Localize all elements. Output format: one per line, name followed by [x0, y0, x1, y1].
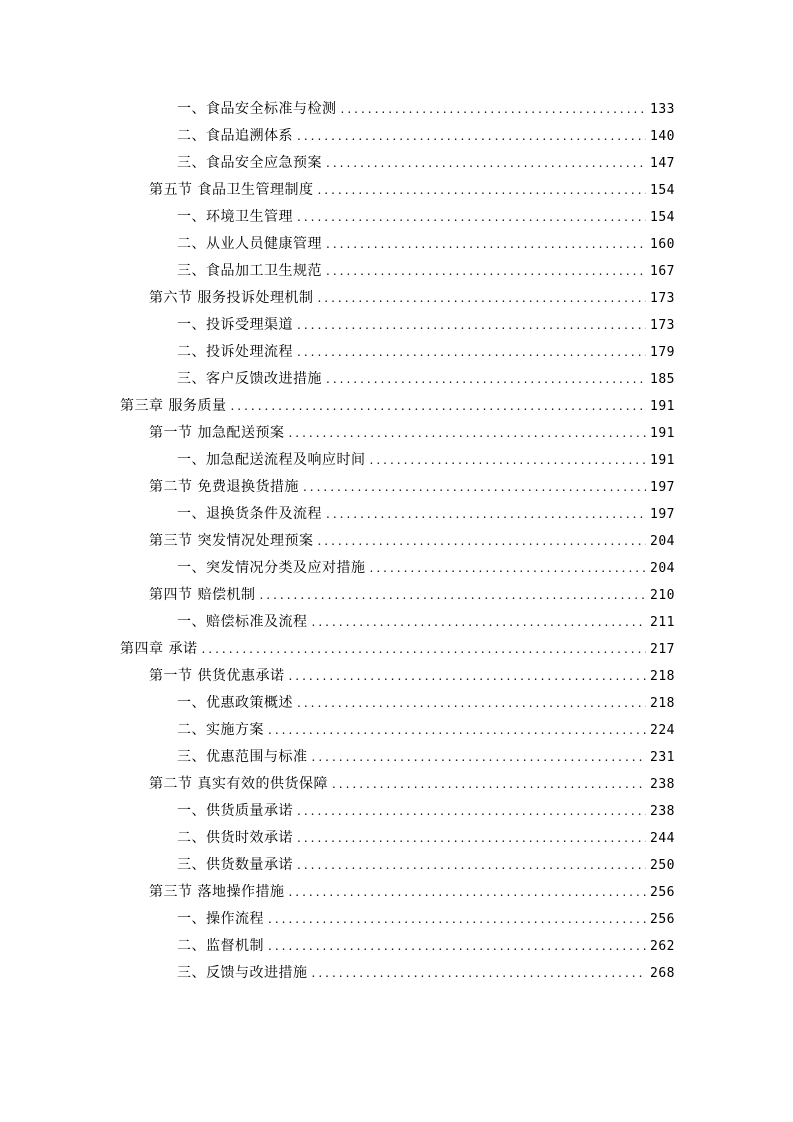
toc-dot-leader: [268, 933, 646, 960]
toc-entry[interactable]: [0, 150, 793, 177]
toc-dot-leader: [297, 312, 646, 339]
toc-dot-leader: [317, 528, 646, 555]
toc-section-entry[interactable]: [0, 879, 793, 906]
toc-entry[interactable]: [0, 690, 793, 717]
toc-entry-title: 第五节 食品卫生管理制度: [149, 182, 314, 198]
toc-dot-leader: [326, 258, 646, 285]
toc-dot-leader: [332, 771, 646, 798]
toc-entry-title: 第三节 落地操作措施: [149, 884, 285, 900]
toc-entry-title: 二、食品追溯体系: [177, 128, 293, 144]
toc-entry[interactable]: [0, 555, 793, 582]
toc-dot-leader: [312, 960, 647, 987]
table-of-contents: [0, 96, 793, 987]
toc-entry-title: 第六节 服务投诉处理机制: [149, 290, 314, 306]
toc-page-number: 204: [650, 561, 675, 576]
toc-entry-title: 第一节 加急配送预案: [149, 425, 285, 441]
toc-dot-leader: [317, 177, 646, 204]
toc-entry-title: 第二节 免费退换货措施: [149, 479, 299, 495]
toc-page-number: 217: [650, 642, 675, 657]
toc-page-number: 256: [650, 885, 675, 900]
toc-dot-leader: [297, 339, 646, 366]
toc-dot-leader: [312, 744, 647, 771]
toc-entry-title: 一、退换货条件及流程: [177, 506, 322, 522]
toc-entry-title: 三、食品安全应急预案: [177, 155, 322, 171]
toc-entry[interactable]: [0, 96, 793, 123]
toc-entry-title: 一、优惠政策概述: [177, 695, 293, 711]
toc-dot-leader: [326, 366, 646, 393]
toc-page-number: 210: [650, 588, 675, 603]
toc-entry-title: 二、监督机制: [177, 938, 264, 954]
toc-entry-title: 第四节 赔偿机制: [149, 587, 256, 603]
toc-entry-title: 二、投诉处理流程: [177, 344, 293, 360]
toc-entry[interactable]: [0, 933, 793, 960]
toc-page-number: 238: [650, 804, 675, 819]
toc-entry[interactable]: [0, 825, 793, 852]
toc-section-entry[interactable]: [0, 771, 793, 798]
toc-page-number: 154: [650, 210, 675, 225]
toc-page-number: 154: [650, 183, 675, 198]
toc-dot-leader: [370, 447, 647, 474]
toc-entry-title: 三、供货数量承诺: [177, 857, 293, 873]
toc-entry[interactable]: [0, 744, 793, 771]
toc-dot-leader: [341, 96, 647, 123]
toc-entry-title: 二、从业人员健康管理: [177, 236, 322, 252]
toc-entry-title: 一、投诉受理渠道: [177, 317, 293, 333]
toc-entry[interactable]: [0, 798, 793, 825]
toc-dot-leader: [297, 123, 646, 150]
toc-dot-leader: [201, 636, 646, 663]
toc-entry[interactable]: [0, 204, 793, 231]
toc-dot-leader: [297, 852, 646, 879]
toc-entry[interactable]: [0, 960, 793, 987]
toc-page-number: 185: [650, 372, 675, 387]
toc-entry[interactable]: [0, 609, 793, 636]
toc-dot-leader: [268, 717, 646, 744]
toc-section-entry[interactable]: [0, 582, 793, 609]
toc-page-number: 211: [650, 615, 675, 630]
toc-dot-leader: [230, 393, 646, 420]
toc-dot-leader: [326, 501, 646, 528]
toc-entry[interactable]: [0, 852, 793, 879]
toc-page-number: 262: [650, 939, 675, 954]
toc-entry-title: 第二节 真实有效的供货保障: [149, 776, 328, 792]
toc-dot-leader: [268, 906, 646, 933]
toc-entry[interactable]: [0, 906, 793, 933]
toc-page-number: 173: [650, 318, 675, 333]
toc-section-entry[interactable]: [0, 420, 793, 447]
toc-page-number: 191: [650, 399, 675, 414]
toc-entry-title: 一、赔偿标准及流程: [177, 614, 308, 630]
toc-entry[interactable]: [0, 258, 793, 285]
toc-entry-title: 第一节 供货优惠承诺: [149, 668, 285, 684]
toc-entry-title: 第三章 服务质量: [120, 398, 227, 414]
toc-page-number: 256: [650, 912, 675, 927]
toc-chapter-entry[interactable]: [0, 393, 793, 420]
toc-page-number: 244: [650, 831, 675, 846]
toc-dot-leader: [312, 609, 647, 636]
toc-section-entry[interactable]: [0, 285, 793, 312]
toc-entry[interactable]: [0, 366, 793, 393]
toc-page-number: 173: [650, 291, 675, 306]
toc-section-entry[interactable]: [0, 663, 793, 690]
toc-entry[interactable]: [0, 447, 793, 474]
toc-page-number: 160: [650, 237, 675, 252]
toc-dot-leader: [297, 825, 646, 852]
toc-entry-title: 一、突发情况分类及应对措施: [177, 560, 366, 576]
toc-page-number: 218: [650, 669, 675, 684]
toc-dot-leader: [288, 879, 646, 906]
toc-entry-title: 一、食品安全标准与检测: [177, 101, 337, 117]
toc-dot-leader: [288, 663, 646, 690]
toc-entry-title: 二、供货时效承诺: [177, 830, 293, 846]
toc-page-number: 147: [650, 156, 675, 171]
toc-page-number: 197: [650, 507, 675, 522]
toc-entry-title: 一、操作流程: [177, 911, 264, 927]
toc-page-number: 204: [650, 534, 675, 549]
toc-page-number: 231: [650, 750, 675, 765]
toc-entry-title: 一、加急配送流程及响应时间: [177, 452, 366, 468]
toc-page-number: 191: [650, 453, 675, 468]
toc-entry[interactable]: [0, 123, 793, 150]
toc-entry-title: 一、供货质量承诺: [177, 803, 293, 819]
toc-page-number: 179: [650, 345, 675, 360]
toc-dot-leader: [370, 555, 647, 582]
toc-page-number: 238: [650, 777, 675, 792]
toc-entry-title: 三、优惠范围与标准: [177, 749, 308, 765]
toc-page-number: 268: [650, 966, 675, 981]
toc-page-number: 250: [650, 858, 675, 873]
toc-entry-title: 二、实施方案: [177, 722, 264, 738]
toc-page-number: 167: [650, 264, 675, 279]
toc-entry-title: 第四章 承诺: [120, 641, 198, 657]
toc-dot-leader: [288, 420, 646, 447]
toc-dot-leader: [303, 474, 646, 501]
toc-entry[interactable]: [0, 717, 793, 744]
toc-page-number: 133: [650, 102, 675, 117]
toc-section-entry[interactable]: [0, 474, 793, 501]
toc-entry[interactable]: [0, 339, 793, 366]
toc-entry[interactable]: [0, 312, 793, 339]
toc-entry[interactable]: [0, 231, 793, 258]
toc-dot-leader: [259, 582, 646, 609]
toc-page-number: 197: [650, 480, 675, 495]
toc-dot-leader: [297, 690, 646, 717]
toc-entry[interactable]: [0, 501, 793, 528]
toc-dot-leader: [326, 150, 646, 177]
toc-page-number: 224: [650, 723, 675, 738]
toc-dot-leader: [326, 231, 646, 258]
toc-dot-leader: [297, 798, 646, 825]
toc-dot-leader: [317, 285, 646, 312]
toc-chapter-entry[interactable]: [0, 636, 793, 663]
toc-section-entry[interactable]: [0, 528, 793, 555]
toc-page-number: 140: [650, 129, 675, 144]
toc-page-number: 218: [650, 696, 675, 711]
toc-page-number: 191: [650, 426, 675, 441]
toc-entry-title: 一、环境卫生管理: [177, 209, 293, 225]
toc-section-entry[interactable]: [0, 177, 793, 204]
toc-entry-title: 三、食品加工卫生规范: [177, 263, 322, 279]
toc-entry-title: 三、反馈与改进措施: [177, 965, 308, 981]
toc-entry-title: 第三节 突发情况处理预案: [149, 533, 314, 549]
toc-dot-leader: [297, 204, 646, 231]
toc-entry-title: 三、客户反馈改进措施: [177, 371, 322, 387]
